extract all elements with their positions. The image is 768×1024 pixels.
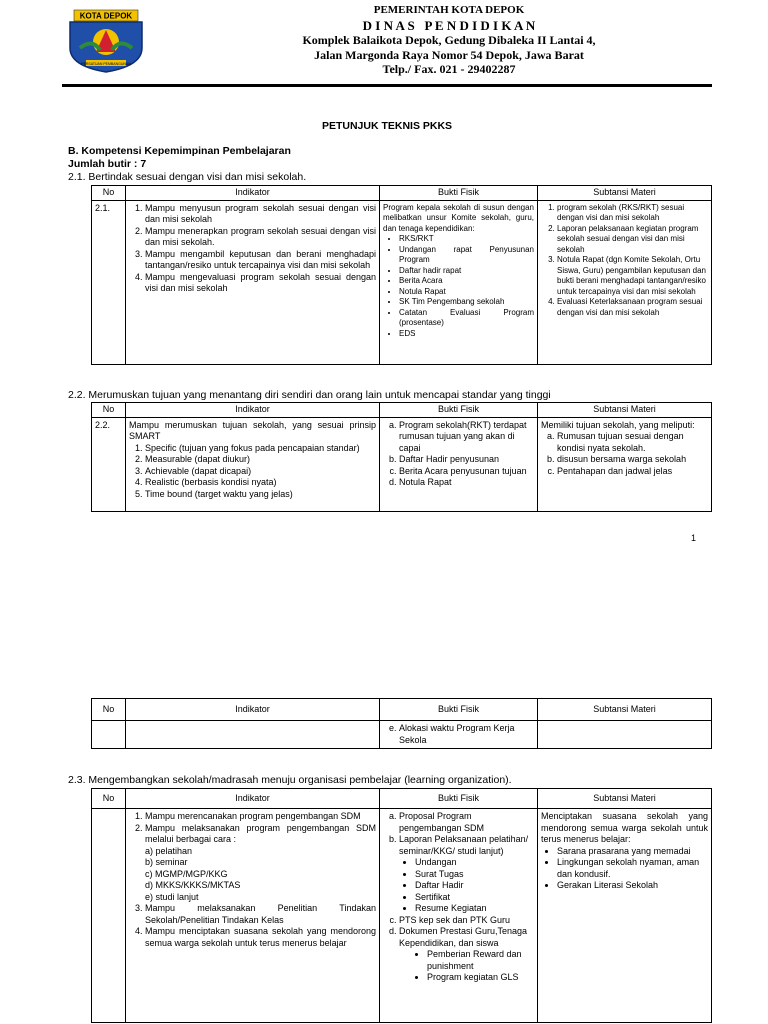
list-item: • Surat Tugas	[415, 869, 534, 881]
logo-motto: PERSATUAN PEMBANGUNAN	[81, 62, 131, 66]
list-item: c. Pentahapan dan jadwal jelas	[557, 466, 708, 478]
list-item: 1. Mampu menyusun program sekolah sesuai dengan visi dan misi sekolah	[145, 203, 376, 226]
subtansi-intro: Memiliki tujuan sekolah, yang meliputi:	[541, 419, 695, 430]
list-item: • Lingkungan sekolah nyaman, aman dan kondusif.	[557, 857, 708, 880]
bukti-cell	[380, 721, 538, 749]
list-item: c. PTS kep sek dan PTK Guru	[399, 915, 534, 927]
list-item: 2. Measurable (dapat diukur)	[145, 454, 376, 466]
table-item-2-3	[91, 788, 712, 1023]
letterhead	[200, 4, 698, 84]
list-item: • Sertifikat	[415, 892, 534, 904]
list-item	[145, 823, 376, 904]
list-item: • Notula Rapat	[399, 287, 534, 298]
list-item: b. disusun bersama warga sekolah	[557, 454, 708, 466]
list-item: 1. Mampu merencanakan program pengembangan SDM	[145, 811, 376, 823]
list-item: • Catatan Evaluasi Program (prosentase)	[399, 308, 534, 329]
bukti-cell	[380, 200, 538, 364]
list-item: 1. Specific (tujuan yang fokus pada pencapaian standar)	[145, 443, 376, 455]
list-item	[399, 834, 534, 915]
col-subtansi: Subtansi Materi	[538, 186, 712, 201]
table-continuation	[91, 698, 712, 749]
row-no: 2.1.	[92, 200, 126, 364]
row-no	[92, 809, 126, 1023]
logo-text: KOTA DEPOK	[79, 11, 133, 21]
item-2-3-title: 2.3. Mengembangkan sekolah/madrasah menuju organisasi pembelajar (learning organization).	[68, 774, 512, 786]
header-divider	[62, 84, 712, 87]
bukti-intro: Program kepala sekolah di susun dengan melibatkan unsur Komite sekolah, guru, dan tenaga kependidikan:	[383, 202, 534, 233]
list-item: • Berita Acara	[399, 276, 534, 287]
bukti-cell	[380, 417, 538, 511]
list-item: c. Berita Acara penyusunan tujuan	[399, 466, 534, 478]
section-heading: B. Kompetensi Kepemimpinan Pembelajaran	[68, 145, 291, 157]
list-item: 3. Mampu melaksanakan Penelitian Tindakan Sekolah/Penelitian Tindakan Kelas	[145, 903, 376, 926]
list-item: 4. Mampu menciptakan suasana sekolah yang mendorong semua warga sekolah untuk terus menerus belajar	[145, 926, 376, 949]
list-item: 4. Evaluasi Keterlaksanaan program sesuai dengan visi dan misi sekolah	[557, 297, 708, 318]
list-item: 3. Achievable (dapat dicapai)	[145, 466, 376, 478]
subtansi-intro: Menciptakan suasana sekolah yang mendorong semua warga sekolah untuk terus menerus belajar:	[541, 811, 708, 844]
list-item-text: Mampu melaksanakan program pengembangan SDM melalui berbagai cara :	[145, 822, 376, 844]
list-item: • Daftar hadir rapat	[399, 266, 534, 277]
col-indikator: Indikator	[126, 186, 380, 201]
col-subtansi: Subtansi Materi	[538, 403, 712, 418]
col-indikator: Indikator	[126, 403, 380, 418]
list-item-text: Laporan Pelaksanaan pelatihan/ seminar/KKG/ studi lanjut)	[399, 834, 529, 856]
table-item-2-2	[91, 402, 712, 512]
letterhead-line-4: Jalan Margonda Raya Nomor 54 Depok, Jawa Barat	[314, 48, 584, 62]
col-no: No	[92, 403, 126, 418]
list-item: 3. Notula Rapat (dgn Komite Sekolah, Ortu Siswa, Guru) pengambilan keputusan dan bukti berani menghadapi tantangan/resiko untuk tercapainya visi dan misi sekolah	[557, 255, 708, 297]
item-2-1-title: 2.1. Bertindak sesuai dengan visi dan misi sekolah.	[68, 171, 307, 183]
cara-item: d) MKKS/KKKS/MKTAS	[145, 880, 241, 890]
list-item: • SK Tim Pengembang sekolah	[399, 297, 534, 308]
list-item: • Resume Kegiatan	[415, 903, 534, 915]
list-item: a. Rumusan tujuan sesuai dengan kondisi nyata sekolah.	[557, 431, 708, 454]
col-indikator: Indikator	[126, 789, 380, 809]
list-item: 4. Mampu mengevaluasi program sekolah sesuai dengan visi dan misi sekolah	[145, 272, 376, 295]
list-item: 4. Realistic (berbasis kondisi nyata)	[145, 477, 376, 489]
table-item-2-1	[91, 185, 712, 365]
indikator-cell	[126, 809, 380, 1023]
col-no: No	[92, 699, 126, 721]
list-item: 3. Mampu mengambil keputusan dan berani menghadapi tantangan/resiko untuk tercapainya visi dan misi sekolah	[145, 249, 376, 272]
col-bukti: Bukti Fisik	[380, 403, 538, 418]
list-item: 2. Laporan pelaksanaan kegiatan program sekolah sesuai dengan visi dan misi sekolah	[557, 224, 708, 256]
letterhead-line-3: Komplek Balaikota Depok, Gedung Dibaleka II Lantai 4,	[302, 33, 596, 47]
list-item: a. Proposal Program pengembangan SDM	[399, 811, 534, 834]
list-item: • Sarana prasarana yang memadai	[557, 846, 708, 858]
col-bukti: Bukti Fisik	[380, 186, 538, 201]
subtansi-cell	[538, 809, 712, 1023]
letterhead-line-2: D I N A S P E N D I D I K A N	[362, 18, 536, 33]
letterhead-line-5: Telp./ Fax. 021 - 29402287	[382, 62, 516, 76]
col-no: No	[92, 186, 126, 201]
col-subtansi: Subtansi Materi	[538, 789, 712, 809]
document-title: PETUNJUK TEKNIS PKKS	[321, 120, 453, 132]
list-item: e. Alokasi waktu Program Kerja Sekola	[399, 723, 534, 746]
list-item-text: Dokumen Prestasi Guru,Tenaga Kependidikan, dan siswa	[399, 926, 528, 948]
item-count: Jumlah butir : 7	[68, 158, 147, 170]
list-item: 1. program sekolah (RKS/RKT) sesuai dengan visi dan misi sekolah	[557, 203, 708, 224]
cara-item: a) pelatihan	[145, 845, 193, 856]
list-item: • Undangan	[415, 857, 534, 869]
indikator-cell	[126, 417, 380, 511]
col-bukti: Bukti Fisik	[380, 789, 538, 809]
list-item: • Gerakan Literasi Sekolah	[557, 880, 708, 892]
list-item: b. Daftar Hadir penyusunan	[399, 454, 534, 466]
bukti-cell	[380, 809, 538, 1023]
cara-item: b) seminar	[145, 857, 188, 867]
cara-item: e) studi lanjut	[145, 891, 199, 902]
col-no: No	[92, 789, 126, 809]
indikator-cell	[126, 200, 380, 364]
list-item: • Pemberian Reward dan punishment	[427, 949, 534, 972]
row-no: 2.2.	[92, 417, 126, 511]
list-item: 2. Mampu menerapkan program sekolah sesuai dengan visi dan misi sekolah.	[145, 226, 376, 249]
list-item: • Undangan rapat Penyusunan Program	[399, 245, 534, 266]
page-number: 1	[690, 533, 696, 543]
item-2-2-title: 2.2. Merumuskan tujuan yang menantang diri sendiri dan orang lain untuk mencapai standar yang tinggi	[68, 389, 551, 401]
list-item: d. Notula Rapat	[399, 477, 534, 489]
cara-item: c) MGMP/MGP/KKG	[145, 868, 228, 879]
letterhead-line-1: PEMERINTAH KOTA DEPOK	[373, 4, 525, 16]
col-subtansi: Subtansi Materi	[538, 699, 712, 721]
list-item: • Daftar Hadir	[415, 880, 534, 892]
col-indikator: Indikator	[126, 699, 380, 721]
indikator-intro: Mampu merumuskan tujuan sekolah, yang sesuai prinsip SMART	[129, 419, 376, 441]
subtansi-cell	[538, 417, 712, 511]
kota-depok-logo	[66, 8, 146, 74]
list-item	[399, 926, 534, 984]
subtansi-cell	[538, 200, 712, 364]
list-item: a. Program sekolah(RKT) terdapat rumusan tujuan yang akan di capai	[399, 420, 534, 455]
list-item: • EDS	[399, 329, 534, 340]
list-item: • RKS/RKT	[399, 234, 534, 245]
list-item: 5. Time bound (target waktu yang jelas)	[145, 489, 376, 501]
col-bukti: Bukti Fisik	[380, 699, 538, 721]
list-item: • Program kegiatan GLS	[427, 972, 534, 984]
